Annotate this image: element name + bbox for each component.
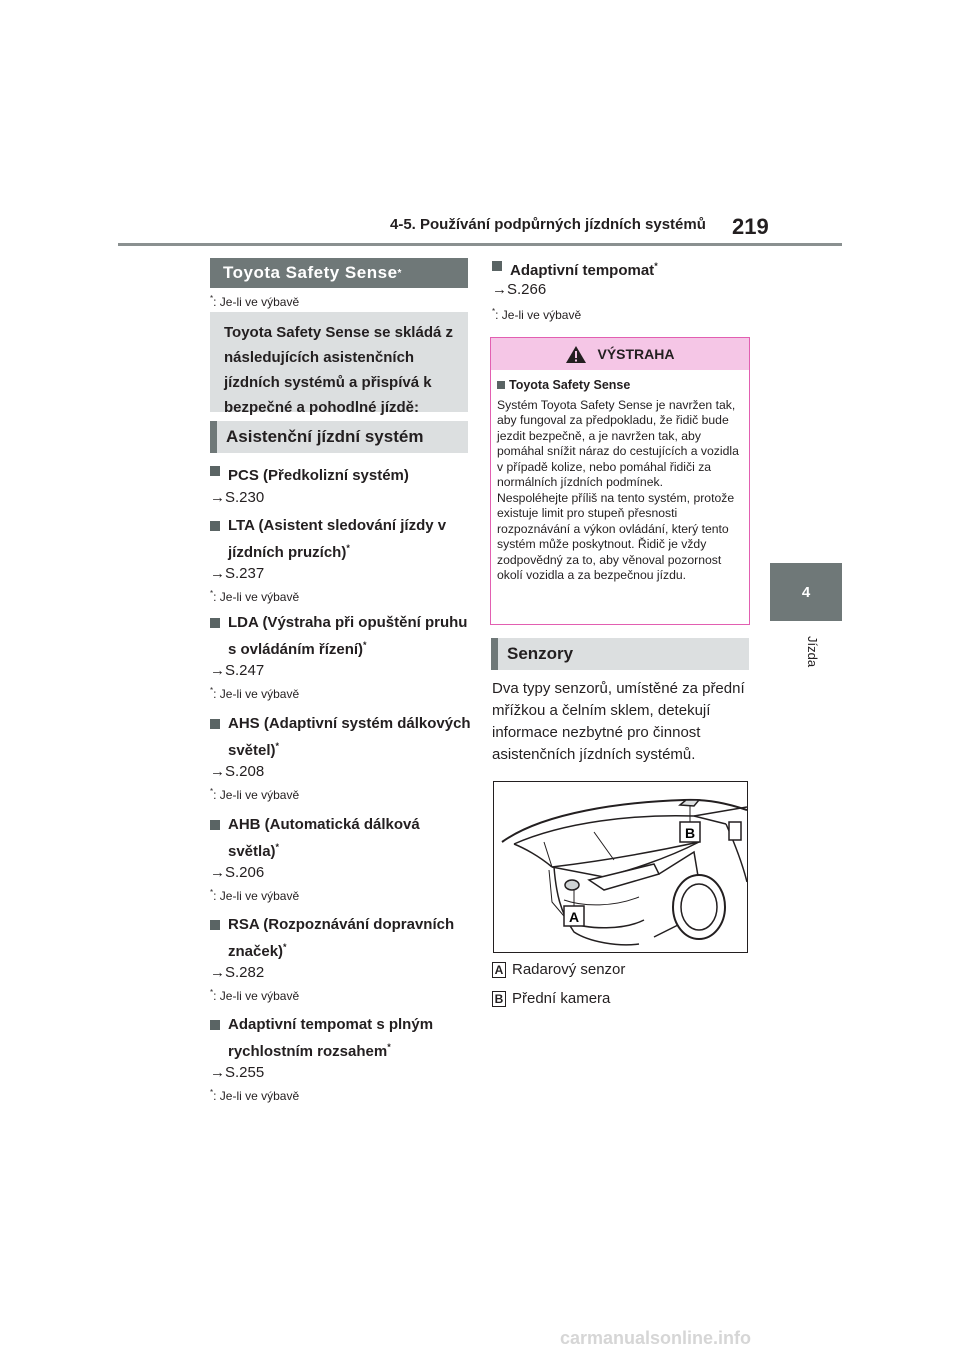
footnote-mark: * bbox=[210, 1088, 214, 1097]
chapter-label: Jízda bbox=[805, 636, 820, 668]
footnote-text: : Je-li ve výbavě bbox=[213, 590, 300, 604]
system-item-4[interactable] bbox=[210, 814, 472, 863]
system-item-title: AHS (Adaptivní systém dálkových světel) bbox=[228, 715, 471, 759]
warning-header bbox=[491, 338, 749, 370]
acc-item[interactable] bbox=[492, 255, 752, 282]
bullet-square bbox=[210, 521, 220, 531]
bullet-square bbox=[210, 618, 220, 628]
system-item-0[interactable] bbox=[210, 460, 472, 487]
system-item-3[interactable] bbox=[210, 713, 472, 762]
header-rule bbox=[118, 243, 842, 246]
system-item-ref-page: S.206 bbox=[225, 864, 265, 881]
system-item-ref[interactable] bbox=[210, 565, 264, 582]
system-item-mark: * bbox=[275, 842, 280, 852]
ref-arrow: → bbox=[210, 1064, 225, 1081]
bullet-square bbox=[210, 920, 220, 930]
acc-ref-page: S.266 bbox=[507, 281, 547, 298]
system-item-ref[interactable] bbox=[210, 763, 264, 780]
tss-heading-text: Toyota Safety Sense bbox=[223, 263, 398, 282]
system-item-ref-page: S.237 bbox=[225, 565, 265, 582]
system-item-ref[interactable] bbox=[210, 489, 264, 506]
system-item-ref[interactable] bbox=[210, 1064, 264, 1081]
system-item-mark: * bbox=[275, 741, 280, 751]
ref-arrow: → bbox=[210, 489, 225, 506]
ref-arrow: → bbox=[210, 662, 225, 679]
footnote-mark: * bbox=[210, 988, 214, 997]
system-item-title: RSA (Rozpoznávání dopravních značek) bbox=[228, 916, 455, 960]
footnote-mark: * bbox=[210, 787, 214, 796]
system-item-footnote bbox=[210, 589, 299, 604]
warning-body bbox=[491, 370, 749, 584]
footnote-text: : Je-li ve výbavě bbox=[213, 788, 300, 802]
warning-triangle-icon bbox=[565, 345, 587, 364]
legend-key-a: A bbox=[492, 962, 506, 978]
watermark: carmanualsonline.info bbox=[560, 1328, 752, 1348]
tss-footnote bbox=[210, 294, 299, 309]
footnote-text: : Je-li ve výbavě bbox=[213, 889, 300, 903]
sensors-heading: Senzory bbox=[491, 638, 749, 670]
footnote-text: : Je-li ve výbavě bbox=[213, 1089, 300, 1103]
footnote-mark: * bbox=[210, 294, 214, 303]
system-item-ref-page: S.282 bbox=[225, 964, 265, 981]
system-item-title: AHB (Automatická dálková světla) bbox=[228, 816, 420, 860]
system-item-ref-page: S.255 bbox=[225, 1064, 265, 1081]
warning-text: Systém Toyota Safety Sense je navržen tak, aby fungoval za předpokladu, že řidič bude jezdit bezpečně, a je navržen tak, aby pomáhal snížit náraz do cestujících a vozidla v případě kolize, nebo pomáhal řidiči za normálních jízdních podmínek. Nespoléhejte příliš na tento systém, protože existuje limit pro stupeň přesnosti rozpoznávání a výkon ovládání, který tento systém může poskytnout. Řidič je vždy zodpovědný za to, aby věnoval pozornost okolí vozidla a za bezpečnou jízdu. bbox=[497, 397, 739, 582]
legend-label-b: Přední kamera bbox=[512, 990, 611, 1007]
figure-label-b: B bbox=[684, 825, 696, 841]
ref-arrow: → bbox=[492, 281, 507, 298]
system-item-ref[interactable] bbox=[210, 864, 264, 881]
acc-title: Adaptivní tempomat bbox=[510, 262, 655, 279]
system-item-mark: * bbox=[387, 1042, 391, 1052]
bullet-square bbox=[210, 719, 220, 729]
system-item-mark: * bbox=[346, 543, 350, 553]
legend-camera bbox=[492, 990, 610, 1007]
system-item-title: LTA (Asistent sledování jízdy v jízdních pruzích) bbox=[228, 517, 447, 561]
footnote-text: : Je-li ve výbavě bbox=[213, 989, 300, 1003]
system-item-ref-page: S.247 bbox=[225, 662, 265, 679]
legend-radar bbox=[492, 961, 625, 978]
footnote-mark: * bbox=[492, 307, 496, 316]
bullet-square bbox=[210, 820, 220, 830]
system-item-title: Adaptivní tempomat s plným rychlostním rozsahem bbox=[228, 1016, 434, 1060]
system-item-footnote bbox=[210, 988, 299, 1003]
car-sensor-figure bbox=[493, 781, 748, 953]
footnote-text: : Je-li ve výbavě bbox=[213, 295, 300, 309]
warning-title bbox=[497, 378, 743, 394]
system-item-ref-page: S.230 bbox=[225, 489, 265, 506]
warning-box bbox=[490, 337, 750, 625]
footnote-text: : Je-li ve výbavě bbox=[213, 687, 300, 701]
system-item-1[interactable] bbox=[210, 515, 472, 564]
acc-footnote bbox=[492, 307, 581, 322]
ref-arrow: → bbox=[210, 763, 225, 780]
bullet-square bbox=[492, 261, 502, 271]
bullet-square bbox=[210, 1020, 220, 1030]
intro-box: Toyota Safety Sense se skládá z následujících asistenčních jízdních systémů a přispívá k bezpečné a pohodlné jízdě: bbox=[210, 312, 468, 412]
system-item-mark: * bbox=[283, 942, 287, 952]
tss-heading-mark: * bbox=[397, 267, 402, 279]
warning-title-text: Toyota Safety Sense bbox=[509, 378, 631, 392]
system-item-6[interactable] bbox=[210, 1014, 472, 1063]
ref-arrow: → bbox=[210, 864, 225, 881]
footnote-text: : Je-li ve výbavě bbox=[495, 308, 582, 322]
system-item-title: PCS (Předkolizní systém) bbox=[228, 467, 409, 484]
page-number: 219 bbox=[732, 214, 769, 239]
footnote-mark: * bbox=[210, 589, 214, 598]
system-item-mark: * bbox=[363, 640, 367, 650]
acc-mark: * bbox=[654, 261, 658, 271]
system-item-ref[interactable] bbox=[210, 964, 264, 981]
ref-arrow: → bbox=[210, 565, 225, 582]
bullet-square bbox=[497, 381, 505, 389]
footnote-mark: * bbox=[210, 888, 214, 897]
bullet-square bbox=[210, 466, 220, 476]
legend-key-b: B bbox=[492, 991, 506, 1007]
system-item-ref[interactable] bbox=[210, 662, 264, 679]
footnote-mark: * bbox=[210, 686, 214, 695]
system-item-2[interactable] bbox=[210, 612, 472, 661]
car-illustration bbox=[494, 782, 747, 952]
ref-arrow: → bbox=[210, 964, 225, 981]
sensors-text: Dva typy senzorů, umístěné za přední mřížkou a čelním sklem, detekují informace nezbytné pro činnost asistenčních jízdních systémů. bbox=[492, 680, 745, 763]
tss-heading bbox=[210, 258, 468, 288]
system-item-ref-page: S.208 bbox=[225, 763, 265, 780]
warning-header-text: VÝSTRAHA bbox=[597, 346, 675, 362]
system-item-footnote bbox=[210, 1088, 299, 1103]
system-item-title: LDA (Výstraha při opuštění pruhu s ovládáním řízení) bbox=[228, 614, 468, 658]
system-item-footnote bbox=[210, 787, 299, 802]
figure-label-a: A bbox=[568, 909, 580, 925]
system-item-5[interactable] bbox=[210, 914, 472, 963]
legend-label-a: Radarový senzor bbox=[512, 961, 626, 978]
chapter-tab[interactable]: 4 bbox=[770, 563, 842, 621]
asist-heading: Asistenční jízdní systém bbox=[210, 421, 468, 453]
section-title: 4-5. Používání podpůrných jízdních systémů bbox=[390, 216, 706, 233]
system-item-footnote bbox=[210, 686, 299, 701]
acc-ref[interactable] bbox=[492, 281, 546, 298]
system-item-footnote bbox=[210, 888, 299, 903]
